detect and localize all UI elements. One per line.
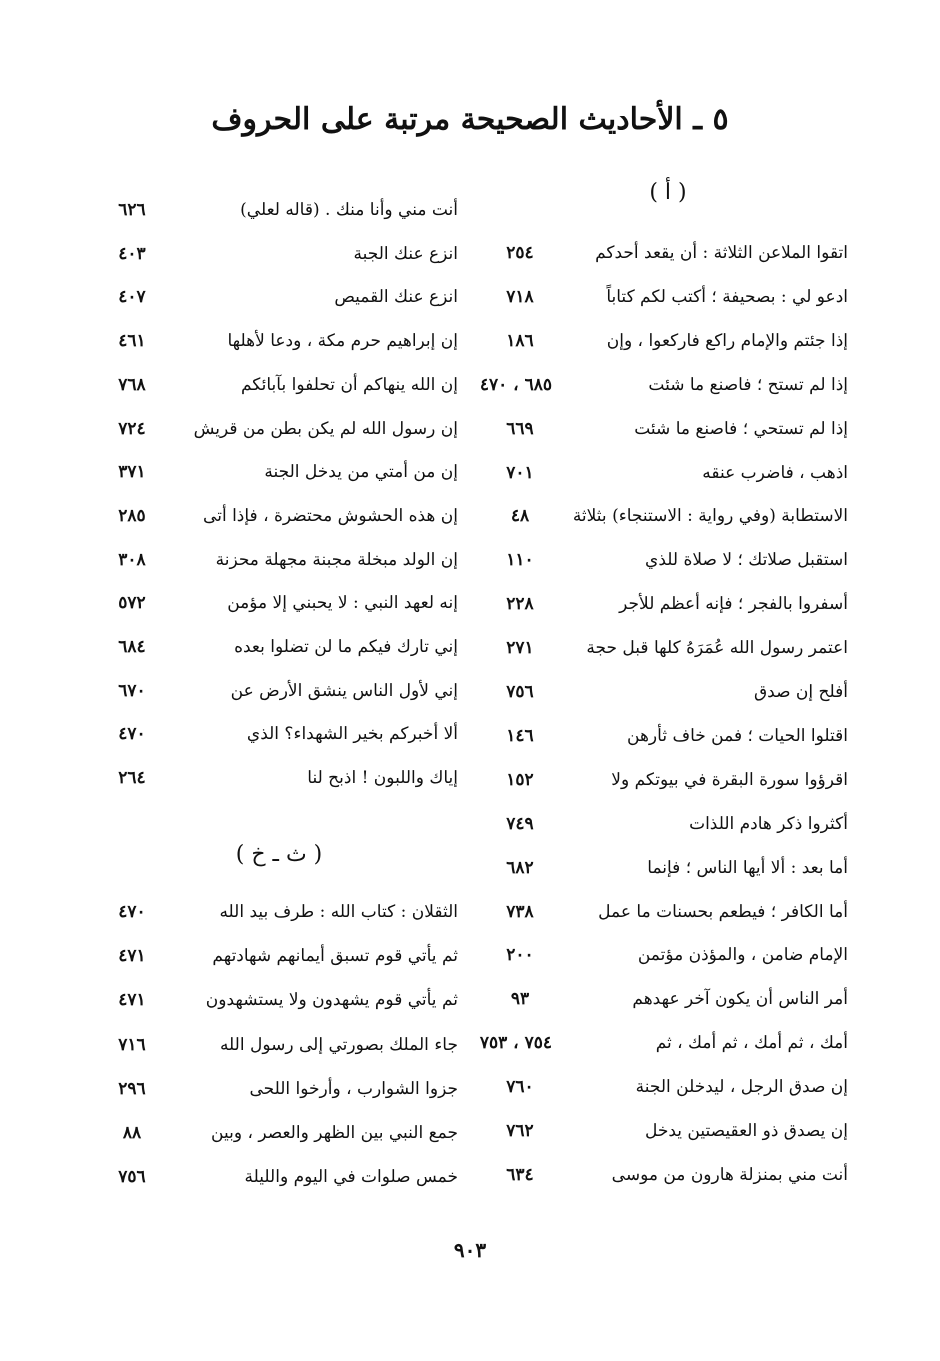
hadith-text: ألا أخبركم بخير الشهداء؟ الذي (246, 724, 458, 745)
index-entry (488, 902, 848, 932)
index-entry (100, 375, 458, 405)
index-entry (100, 724, 458, 754)
hadith-text: إن يصدق ذو العقيصتين يدخل (644, 1121, 848, 1141)
hadith-text: إن هذه الحشوش محتضرة ، فإذا أتى (203, 505, 458, 526)
page-reference: ٦٨٥ ، ٤٧٠ (479, 374, 552, 395)
index-entry (488, 243, 848, 273)
index-entry (100, 287, 458, 317)
index-entry (488, 463, 848, 493)
hadith-text: أنت مني وأنا منك . (قاله لعلي) (240, 200, 458, 220)
hadith-text: إن الولد مبخلة مجبنة مجهلة محزنة (215, 549, 458, 570)
page-reference: ١١٠ (506, 550, 534, 571)
page-reference: ٢٢٨ (506, 594, 534, 615)
page-reference: ٢٩٦ (118, 1078, 146, 1099)
page-reference: ٧١٦ (118, 1034, 146, 1055)
index-entry (488, 331, 848, 361)
index-entry (488, 682, 848, 712)
page-title: ٥ ـ الأحاديث الصحيحة مرتبة على الحروف (211, 102, 729, 137)
page-reference: ٣٠٨ (118, 549, 146, 570)
index-entry (100, 550, 458, 580)
page-reference: ٢٨٥ (118, 505, 146, 526)
index-entry (100, 1167, 458, 1197)
page-reference: ٧١٨ (506, 286, 534, 307)
index-entry (100, 946, 458, 976)
section-heading-alif: ( أ ) (649, 180, 687, 205)
index-entry (488, 814, 848, 844)
index-entry (488, 989, 848, 1019)
hadith-text: إنه لعهد النبي : لا يحبني إلا مؤمن (227, 593, 458, 614)
hadith-text: ثم يأتي قوم تسبق أيمانهم شهادتهم (212, 946, 458, 967)
index-entry (100, 902, 458, 932)
hadith-text: ادعو لي : بصحيفة ؛ أكتب لكم كتاباً (606, 286, 848, 307)
hadith-text: إذا لم تستحي ؛ فاصنع ما شئت (634, 418, 848, 439)
index-entry (488, 1077, 848, 1107)
index-entry (100, 637, 458, 667)
page-reference: ٨٨ (122, 1123, 142, 1143)
hadith-text: ثم يأتي قوم يشهدون ولا يستشهدون (205, 990, 458, 1011)
index-entry (100, 768, 458, 798)
hadith-text: إن رسول الله لم يكن بطن من قريش (193, 418, 458, 439)
page-reference: ٧٤٩ (506, 813, 534, 834)
page-reference: ٢٦٤ (118, 768, 146, 789)
index-entry (100, 331, 458, 361)
hadith-text: إياك واللبون ! اذبح لنا (307, 768, 458, 789)
hadith-text: جمع النبي بين الظهر والعصر ، وبين (211, 1123, 458, 1143)
index-entry (100, 200, 458, 230)
section-heading-tha-kha: ( ث ـ خ ) (235, 842, 323, 867)
hadith-text: أفلح إن صدق (753, 682, 848, 702)
index-entry (100, 1035, 458, 1065)
index-entry (488, 287, 848, 317)
index-entry (100, 462, 458, 492)
hadith-text: إن من أمتي من يدخل الجنة (264, 462, 458, 483)
hadith-text: إني تارك فيكم ما لن تضلوا بعده (234, 637, 458, 657)
index-entry (488, 419, 848, 449)
index-entry (100, 244, 458, 274)
page-reference: ٦٣٤ (506, 1164, 534, 1185)
page-reference: ٧٢٤ (118, 418, 146, 439)
hadith-text: إن إبراهيم حرم مكة ، ودعا لأهلها (227, 331, 458, 352)
page-reference: ١٤٦ (506, 725, 534, 746)
hadith-text: انزع عنك القميص (334, 287, 458, 308)
page-reference: ٤٧٠ (118, 724, 146, 745)
page-reference: ٤٨ (510, 506, 530, 527)
page-reference: ٥٧٢ (118, 593, 146, 614)
index-entry (100, 419, 458, 449)
index-entry (100, 506, 458, 536)
page-reference: ٧٥٦ (506, 682, 534, 702)
index-entry (488, 594, 848, 624)
index-entry (100, 1123, 458, 1153)
index-entry (488, 1165, 848, 1195)
page-reference: ٩٣ (510, 989, 530, 1010)
page-reference: ٢٧١ (506, 638, 534, 659)
hadith-text: إذا لم تستح ؛ فاصنع ما شئت (648, 374, 848, 395)
hadith-text: إذا جئتم والإمام راكع فاركعوا ، وإن (606, 330, 848, 351)
page-reference: ٤٧١ (118, 990, 146, 1011)
index-entry (100, 1079, 458, 1109)
index-entry (100, 593, 458, 623)
hadith-text: اقرؤوا سورة البقرة في بيوتكم ولا (611, 769, 848, 790)
page-reference: ٧٦٨ (118, 374, 146, 395)
page-reference: ٧٥٦ (118, 1167, 146, 1188)
hadith-text: إني لأول الناس ينشق الأرض عن (230, 680, 458, 701)
page-reference: ٤٠٣ (118, 243, 146, 264)
page-reference: ٤٧١ (118, 946, 146, 967)
page-reference: ٢٥٤ (506, 243, 534, 263)
index-entry (100, 990, 458, 1020)
hadith-text: أنت مني بمنزلة هارون من موسى (611, 1164, 848, 1185)
page-reference: ٤٠٧ (118, 287, 146, 308)
hadith-text: استقبل صلاتك ؛ لا صلاة للذي (645, 550, 848, 571)
hadith-text: الاستطابة (وفي رواية : الاستنجاء) بثلاثة (572, 506, 848, 527)
page-reference: ١٥٢ (506, 769, 534, 790)
hadith-text: أما بعد : ألا أيها الناس ؛ فإنما (647, 857, 848, 878)
index-entry (488, 638, 848, 668)
page-reference: ٧٦٠ (506, 1077, 534, 1098)
page-reference: ٧٦٢ (506, 1121, 534, 1141)
page-reference: ٢٠٠ (506, 945, 534, 966)
page-reference: ٦٨٢ (506, 857, 534, 878)
hadith-text: إن صدق الرجل ، ليدخلن الجنة (635, 1077, 848, 1098)
page-reference: ٤٦١ (118, 331, 146, 352)
hadith-text: الثقلان : كتاب الله : طرف بيد الله (219, 902, 458, 922)
hadith-text: اتقوا الملاعن الثلاثة : أن يقعد أحدكم (595, 243, 848, 263)
hadith-text: جاء الملك بصورتي إلى رسول الله (219, 1034, 458, 1055)
hadith-text: اقتلوا الحيات ؛ فمن خاف ثأرهن (627, 725, 848, 746)
page-reference: ٣٧١ (118, 462, 146, 483)
hadith-text: خمس صلوات في اليوم والليلة (244, 1167, 458, 1188)
index-entry (479, 374, 848, 405)
hadith-text: أما الكافر ؛ فيطعم بحسنات ما عمل (598, 901, 848, 922)
page-reference: ٦٧٠ (118, 680, 146, 701)
page-reference: ٦٦٩ (506, 418, 534, 439)
page-number: ٩٠٣ (453, 1238, 487, 1262)
page-reference: ٦٢٦ (118, 200, 146, 220)
index-entry (100, 681, 458, 711)
hadith-text: الإمام ضامن ، والمؤذن مؤتمن (637, 945, 848, 966)
index-entry (488, 945, 848, 975)
hadith-text: أكثروا ذكر هادم اللذات (689, 813, 848, 834)
index-entry (488, 726, 848, 756)
index-entry (488, 506, 848, 536)
index-entry (479, 1033, 848, 1063)
hadith-text: اذهب ، فاضرب عنقه (702, 462, 848, 483)
page-reference: ٧٥٤ ، ٧٥٣ (479, 1033, 552, 1054)
index-entry (488, 1121, 848, 1151)
page-reference: ١٨٦ (506, 330, 534, 351)
index-entry (488, 770, 848, 800)
page-reference: ٧٣٨ (506, 901, 534, 922)
index-entry (488, 858, 848, 888)
hadith-text: جزوا الشوارب ، وأرخوا اللحى (249, 1078, 458, 1099)
hadith-text: إن الله ينهاكم أن تحلفوا بآبائكم (240, 374, 458, 395)
page-reference: ٧٠١ (506, 462, 534, 483)
index-entry (488, 550, 848, 580)
page-reference: ٤٧٠ (118, 902, 146, 922)
hadith-text: أسفروا بالفجر ؛ فإنه أعظم للأجر (619, 594, 848, 615)
hadith-text: أمر الناس أن يكون آخر عهدهم (632, 989, 848, 1010)
hadith-text: أمك ، ثم أمك ، ثم أمك ، ثم (655, 1033, 848, 1054)
hadith-text: اعتمر رسول الله عُمَرَهُ كلها قبل حجة (586, 638, 848, 659)
hadith-text: انزع عنك الجبة (353, 243, 458, 264)
page-reference: ٦٨٤ (118, 637, 146, 657)
